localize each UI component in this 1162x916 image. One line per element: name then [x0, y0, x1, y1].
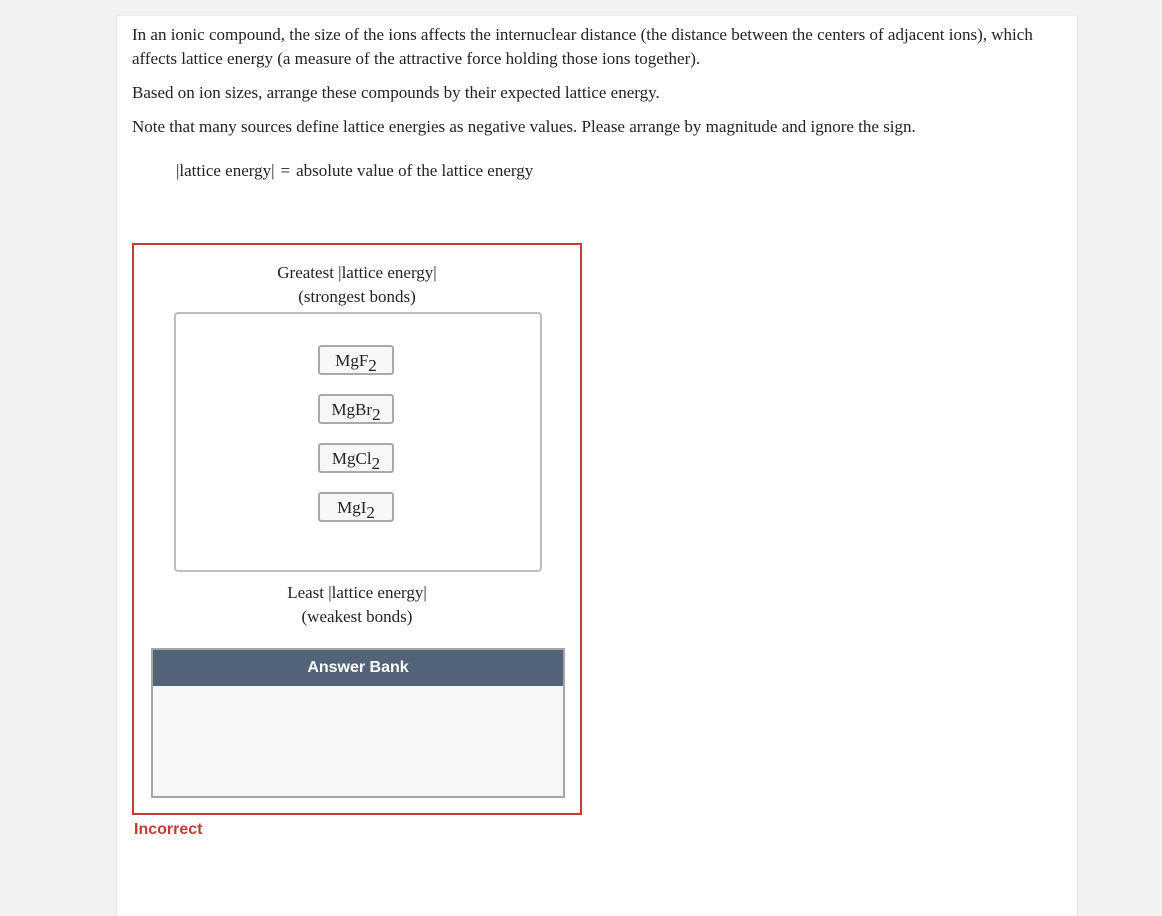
tile-formula-subscript: 2: [372, 405, 381, 424]
question-paragraph-3: Note that many sources define lattice energies as negative values. Please arrange by magnitude and ignore the sign.: [132, 117, 916, 136]
question-paragraph-1: In an ionic compound, the size of the ions affects the internuclear distance (the distance between the centers of adjacent ions), which affects lattice energy (a measure of the attractive force holding those ions together).: [132, 25, 1033, 68]
ranking-tile-mgf2[interactable]: [318, 345, 394, 375]
greatest-label-line2: (strongest bonds): [298, 287, 416, 306]
formula-equals: =: [280, 161, 291, 180]
tile-formula-base: MgI: [337, 498, 367, 517]
least-label-line2: (weakest bonds): [301, 607, 413, 626]
greatest-label: [134, 261, 580, 309]
formula-right: absolute value of the lattice energy: [296, 161, 534, 180]
tile-formula-subscript: 2: [371, 454, 381, 473]
tile-formula-subscript: 2: [366, 503, 375, 522]
answer-bank-title: Answer Bank: [153, 650, 563, 686]
question-text: [132, 23, 1052, 149]
tile-formula-base: MgCl: [331, 449, 372, 468]
greatest-label-line1: Greatest |lattice energy|: [277, 263, 437, 282]
question-card: [116, 15, 1078, 916]
lattice-energy-definition: [176, 159, 533, 183]
tile-formula-base: MgBr: [331, 400, 373, 419]
least-label: [134, 581, 580, 629]
answer-bank[interactable]: [151, 648, 565, 798]
status-feedback: Incorrect: [134, 821, 203, 838]
ranking-widget: [132, 243, 582, 815]
question-paragraph-2: Based on ion sizes, arrange these compounds by their expected lattice energy.: [132, 83, 660, 102]
ranking-drop-zone[interactable]: [174, 312, 542, 572]
formula-left: |lattice energy|: [176, 161, 275, 180]
ranking-tile-mgi2[interactable]: [318, 492, 394, 522]
tile-formula-base: MgF: [335, 351, 369, 370]
tile-formula-subscript: 2: [368, 356, 377, 375]
least-label-line1: Least |lattice energy|: [287, 583, 427, 602]
ranking-tile-mgbr2[interactable]: [318, 394, 394, 424]
ranking-tile-mgcl2[interactable]: [318, 443, 394, 473]
